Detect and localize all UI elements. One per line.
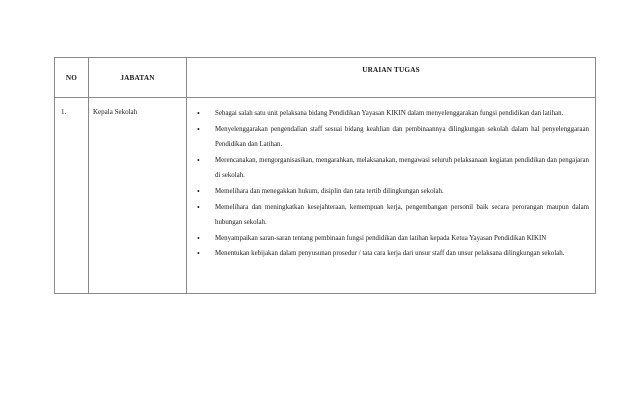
duty-item (197, 106, 589, 122)
duty-item (197, 122, 589, 153)
duty-text: Sebagai salah satu unit pelaksana bidang Pendidikan Yayasan KIKIN dalam menyelenggarakan fungsi pendidikan dan latihan. (215, 110, 564, 117)
bullet-icon: • (197, 202, 200, 212)
duty-text: Menyelenggarakan pengendalian staff sesuai bidang keahlian dan pembinaannya dilingkungan sekolah dalam hal penyelenggaraan Pendidikan dan Latihan. (215, 125, 589, 149)
duty-text: Memelihara dan menegakkan hukum, disiplin dan tata tertib dilingkungan sekolah. (215, 187, 444, 195)
duty-item (197, 184, 589, 200)
duty-text: Merencanakan, mengorganisasikan, mengarahkan, melaksanakan, mengawasi seluruh pelaksanaan kegiatan pendidikan dan pengajaran di sekolah. (215, 156, 589, 180)
bullet-icon: • (197, 186, 200, 196)
header-uraian-tugas: URAIAN TUGAS (187, 58, 596, 98)
duty-text: Menyampaikan saran-saran tentang pembinaan fungsi pendidikan dan latihan kepada Ketua Yayasan Pendidikan KIKIN (215, 234, 547, 242)
duty-item (197, 231, 589, 247)
bullet-icon: • (197, 155, 200, 165)
bullet-icon: • (197, 249, 200, 259)
duty-item (197, 200, 589, 231)
duty-text: Memelihara dan meningkatkan kesejahteraan, kemempuan kerja, pengembangan personil baik secara perorangan maupun dalam hubungan sekolah. (215, 203, 589, 227)
row-uraian-tugas (187, 98, 596, 294)
bullet-icon: • (197, 124, 200, 134)
row-number: 1. (55, 98, 89, 294)
header-no: NO (55, 58, 89, 98)
job-description-table (54, 57, 596, 294)
duty-item (197, 153, 589, 184)
header-jabatan: JABATAN (89, 58, 187, 98)
duty-item (197, 246, 589, 262)
duty-text: Menentukan kebijakan dalam penyusunan prosedur / tata cara kerja dari unsur staff dan unsur pelaksana dilingkungan sekolah. (215, 250, 565, 258)
row-jabatan: Kepala Sekolah (89, 98, 187, 294)
table-row (55, 98, 596, 294)
duty-list (197, 106, 589, 262)
table-header-row (55, 58, 596, 98)
bullet-icon: • (197, 109, 200, 118)
bullet-icon: • (197, 233, 200, 243)
